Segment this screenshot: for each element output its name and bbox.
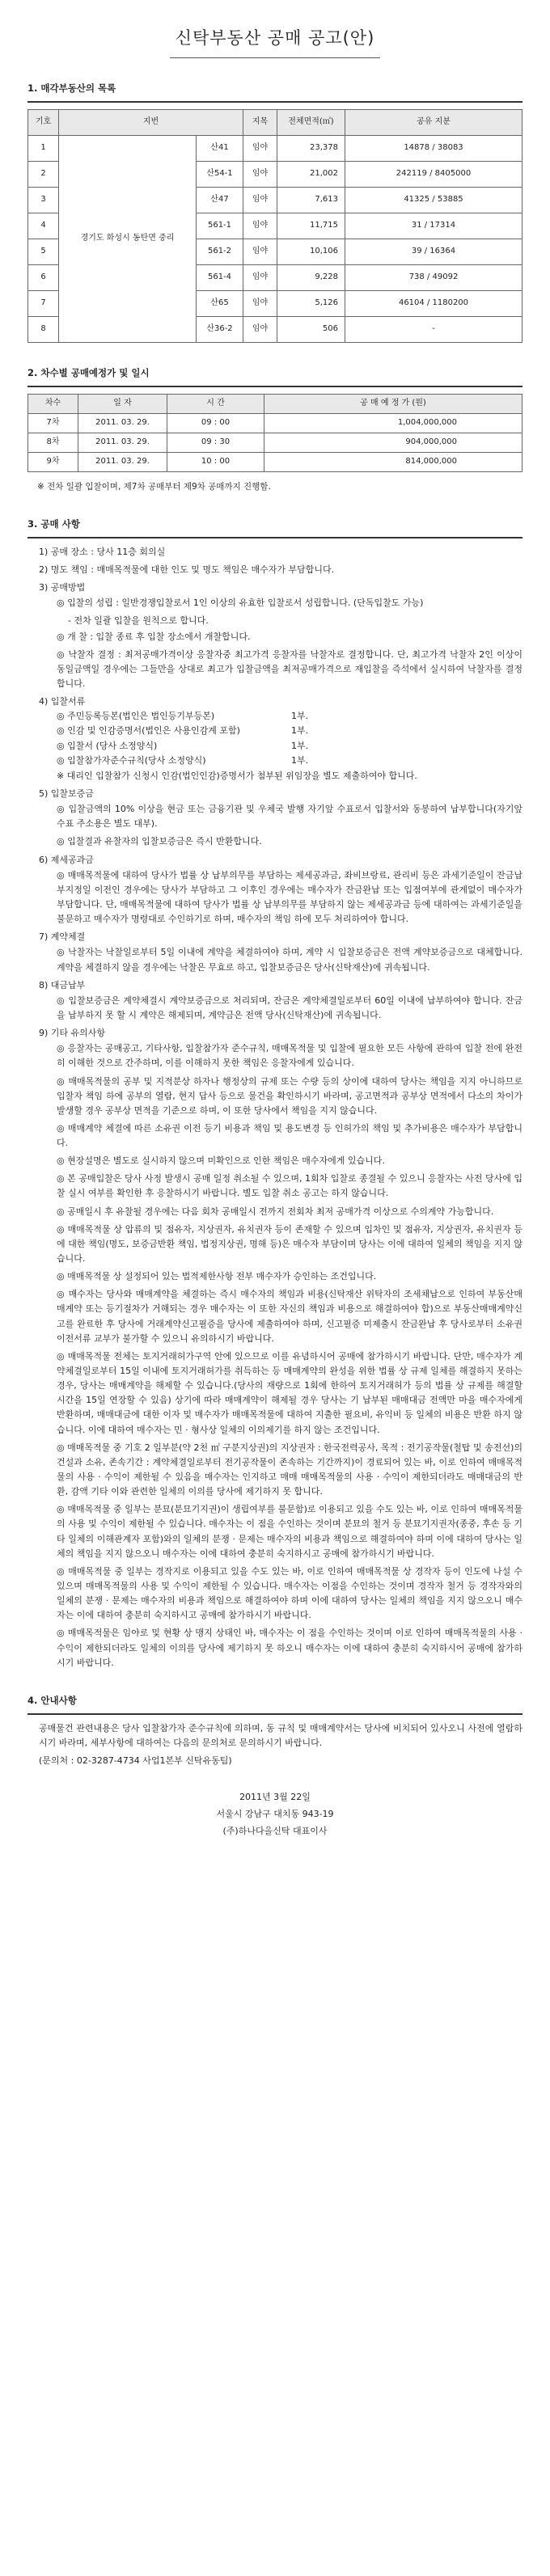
cell-round: 9차 (28, 452, 78, 471)
header-area: 전체면적(㎡) (277, 109, 345, 135)
cell-price: 1,004,000,000 (264, 413, 522, 433)
cell-share: 41325 / 53885 (345, 187, 522, 213)
deposit-rule: ◎ 입찰금액의 10% 이상을 현금 또는 금융기관 및 우체국 발행 자기앞 수표로서 입찰서와 동봉하여 납부합니다(자기앞수표 주소용은 별도 대부). (57, 804, 522, 830)
notice-item: ◎ 현장설명은 별도로 실시하지 않으며 미확인으로 인한 책임은 매수자에게 있습니다. (57, 1155, 385, 1167)
cell-address: 경기도 화성시 동탄면 중리 (59, 135, 197, 342)
property-header-row (28, 109, 522, 135)
cell-date: 2011. 03. 29. (78, 433, 167, 452)
section1-heading: 1. 매각부동산의 목록 (28, 82, 116, 94)
delivery-responsibility: 2) 명도 책임 : 매매목적물에 대한 인도 및 명도 책임은 매수자가 부담합니다. (39, 564, 335, 575)
cell-area: 5,126 (277, 290, 345, 316)
cell-lot: 561-1 (197, 213, 243, 239)
notice-item: ◎ 매매목적물 상 압류의 및 점유자, 지상권자, 유치권자 등이 존재할 수 있으며 입차인 및 점유자, 지상권자, 유치권자 등에 대한 책임(명도, 보증금반환 책임, 법정지상권, 명해 등)은 매수자 부담이며 당사는 이에 대하여 일체의 책임을 지지 않습니다. (57, 1223, 522, 1265)
header-time: 시 간 (167, 394, 264, 413)
notice-item: ◎ 매매목적물 상 설정되어 있는 법적제한사항 전부 매수자가 승인하는 조건입니다. (57, 1271, 377, 1282)
deposit-heading: 5) 입찰보증금 (39, 788, 94, 799)
contact-info: (문의처 : 02-3287-4734 사업1본부 신탁유동팀) (39, 1755, 232, 1767)
cell-share: 242119 / 8405000 (345, 161, 522, 187)
header-price: 공 매 예 정 가 (원) (264, 394, 522, 413)
notice-item: ◎ 매매목적물은 임야로 및 현황 상 맹지 상태인 바, 매수자는 이 점을 수인하는 것이며 이로 인하여 매매목적물의 사용 · 수익이 제한되더라도 일체의 이의를 당사에 제기하지 못 하오니 매수자는 이에 대하여 충분히 숙지하시어 공매에 참가하시기 바랍니다. (57, 1628, 522, 1668)
cell-land: 임야 (243, 135, 277, 161)
cell-area: 506 (277, 316, 345, 342)
contract-rule: ◎ 낙찰자는 낙찰일로부터 5일 이내에 계약을 체결하여야 하며, 계약 시 입찰보증금은 전액 계약보증금으로 대체합니다. 계약을 체결하지 않을 경우에는 낙찰은 무효로 하고, 입찰보증금은 당사(신탁재산)에 귀속됩니다. (57, 947, 522, 973)
taxes-rule: ◎ 매매목적물에 대하여 당사가 법률 상 납부의무를 부담하는 제세공과금, 좌비브랑료, 관리비 등은 과세기준일이 잔금납부지정일 이전인 경우에는 당사가 부담하고 그 이후인 경우에는 매수자가 잔금완납 또는 입점여부에 관계없이 매수자가 부담합니다. 단, 매매목적물에 대하여 당사가 법률 상 납부의무를 부담하지 않는 제세공과금 등에 대하여는 과세기준일을 불문하고 매수자가 명령대로 수인하기로 하며, 매수자의 책임 하에 모두 처리하여야 합니다. (57, 869, 522, 925)
cell-land: 임야 (243, 290, 277, 316)
cell-round: 8차 (28, 433, 78, 452)
section3-rule (28, 537, 522, 538)
cell-time: 10 : 00 (167, 452, 264, 471)
header-land: 지목 (243, 109, 277, 135)
cell-land: 임야 (243, 187, 277, 213)
document-qty: 1부. (291, 725, 309, 737)
cell-land: 임야 (243, 239, 277, 264)
auction-place: 1) 공매 장소 : 당사 11층 회의실 (39, 546, 166, 557)
section4-heading: 4. 안내사항 (28, 1694, 77, 1706)
cell-time: 09 : 30 (167, 433, 264, 452)
cell-date: 2011. 03. 29. (78, 452, 167, 471)
notice-item: ◎ 매매목적물 전체는 토지거래허가구역 안에 있으므로 이를 유념하시어 공매에 참가하시기 바랍니다. 단만, 매수자가 계약체결일로부터 15일 이내에 토지거래허가를 취득하는 등 매매계약의 완성을 위한 법률 상 규제 일체를 해결하지 못하는 경우, 당사는 매매계약을 해제할 수 있습니다.(당사의 재량으로 1회에 한하여 토지거래허가 등의 법률 상 규제를 해결할 시간을 15일 연장할 수 있음) 상기에 따라 매매계약이 해제될 경우 당사는 기 납부된 매매대금 전액만 마을 매수자에게 반환하며, 매매대금에 대한 이자 및 매수자가 매매목적물에 대하여 지출한 필요비, 유익비 등 일체의 비용은 반환 하지 않습니다. 이에 대하여 매수자는 민 · 형사상 일체의 이의제기를 하지 않는 조건입니다. (57, 1350, 522, 1435)
winner-decision: ◎ 낙찰자 결정 : 최저공매가격이상 응찰자중 최고가격 응찰자를 낙찰자로 결정합니다. 단, 최고가격 낙찰자 2인 이상이 동일금액일 경우에는 그들만을 상대로 최고가 입찰금액을 최저공매가격으로 재입찰을 즉석에서 실시하여 낙찰자를 결정합니다. (57, 648, 522, 689)
bid-document-item (57, 739, 522, 754)
schedule-header-row (28, 394, 522, 413)
cell-land: 임야 (243, 213, 277, 239)
bid-documents-heading: 4) 입찰서류 (39, 696, 86, 707)
cell-share: 39 / 16364 (345, 239, 522, 264)
cell-area: 11,715 (277, 213, 345, 239)
cell-no: 6 (28, 264, 59, 290)
notice-item: ◎ 매매목적물의 공부 및 지적분상 하자나 행정상의 규제 또는 수량 등의 상이에 대하여 당사는 책임을 지지 아니하므로 입찰자 책임 하에 공부의 열람, 현지 답사 등으로 물건을 확인하시기 바라며, 공고면적과 공부상 면적에서 다소의 차이가 발생할 경우 공부상 면적을 기준으로 하며, 이 또한 당사에서 책임을 지지 않습니다. (57, 1075, 522, 1116)
document-name: ◎ 인감 및 인감증명서(법인은 사용인감계 포함) (57, 725, 240, 737)
header-round: 차수 (28, 394, 78, 413)
table-row (28, 433, 522, 452)
cell-area: 9,228 (277, 264, 345, 290)
bid-document-item (57, 754, 522, 768)
cell-share: 738 / 49092 (345, 264, 522, 290)
document-name: ◎ 주민등록등본(법인은 법인등기부등본) (57, 711, 215, 722)
header-lot: 지번 (59, 109, 243, 135)
cell-price: 814,000,000 (264, 452, 522, 471)
cell-land: 임야 (243, 316, 277, 342)
document-name: ◎ 입찰서 (당사 소정양식) (57, 740, 158, 751)
notice-item: ◎ 매매목적물 중 기호 2 일부분(약 2천 ㎡ 구분지상권)의 지상권자 : 한국전력공사, 목적 : 전기공작물(철탑 및 송전선)의 건설과 소유, 존속기간 : 계약체결일로부터 전기공작물이 존속하는 기간까지)이 경료되어 있는 바, 이로 인하여 매매목적물의 사용 · 수익이 제한될 수 있음을 매수자는 인지하고 매매 매매목적물의 사용 · 수익이 제한되더라도 매매대금의 반환, 감액 기타 이와 관련한 일체의 이의를 당사에 제기하지 못 합니다. (57, 1442, 522, 1497)
document-name: ◎ 입찰참가자준수규칙(당사 소정양식) (57, 754, 206, 766)
bid-opening: ◎ 개 찰 : 입찰 종료 후 입찰 장소에서 개찰합니다. (57, 631, 251, 642)
cell-lot: 산54-1 (197, 161, 243, 187)
cell-lot: 561-4 (197, 264, 243, 290)
deposit-return: ◎ 입찰결과 유찰자의 입찰보증금은 즉시 반환합니다. (57, 836, 262, 847)
table-row (28, 452, 522, 471)
schedule-table (28, 394, 522, 472)
taxes-heading: 6) 제세공과금 (39, 854, 94, 865)
cell-lot: 산65 (197, 290, 243, 316)
cell-area: 10,106 (277, 239, 345, 264)
footer (28, 1789, 522, 1840)
cell-lot: 산41 (197, 135, 243, 161)
header-date: 일 자 (78, 394, 167, 413)
cell-no: 7 (28, 290, 59, 316)
cell-area: 21,002 (277, 161, 345, 187)
section2-heading: 2. 차수별 공매예정가 및 일시 (28, 366, 150, 378)
document-qty: 1부. (291, 711, 309, 722)
notice-item: ◎ 매매목적물 중 일부는 경작지로 이용되고 있을 수도 있는 바, 이로 인하여 매매목적물 상 경작자 등이 인도에 나설 수 있으며 매매목적물의 사용 및 수익이 제한될 수 있습니다. 매수자는 이점을 수인하는 것이며 경작자 철거 등 경작자와의 일체의 분쟁 · 문제는 매수자의 비용과 책임으로 해결하여야 하며 이에 대하여 당사는 일체의 책임을 지지 않으오니 매수자는 이에 대하여 충분히 숙지하시고 공매에 참가하시기 바랍니다. (57, 1565, 522, 1621)
page-title: 신탁부동산 공매 공고(안) (170, 24, 380, 58)
section1-rule (28, 101, 522, 103)
cell-no: 8 (28, 316, 59, 342)
cell-no: 1 (28, 135, 59, 161)
notice-item: ◎ 응찰자는 공매공고, 기타사항, 입찰참가자 준수규칙, 매매목적물 및 입찰에 필요한 모든 사항에 관하여 입찰 전에 완전히 이해한 것으로 간주하며, 이를 이해하지 못한 책임은 응찰자에게 있습니다. (57, 1043, 522, 1069)
cell-lot: 산47 (197, 187, 243, 213)
bulk-bid-rule: - 전차 일괄 입찰을 원칙으로 합니다. (68, 615, 209, 627)
property-table (28, 109, 522, 343)
footer-date: 2011년 3월 22일 (239, 1792, 311, 1803)
section4-rule (28, 1713, 522, 1715)
bid-document-item (57, 724, 522, 738)
cell-land: 임야 (243, 161, 277, 187)
cell-no: 3 (28, 187, 59, 213)
proxy-note: ※ 대리인 입찰참가 신청시 인감(법인인감)증명서가 첨부된 위임장을 별도 제출하여야 합니다. (57, 770, 417, 781)
schedule-note: ※ 전차 일괄 입찰이며, 제7차 공매부터 제9차 공매까지 진행함. (37, 481, 271, 492)
cell-no: 5 (28, 239, 59, 264)
footer-company: (주)하나다올신탁 대표이사 (222, 1826, 328, 1837)
payment-heading: 8) 대금납부 (39, 979, 86, 990)
cell-share: 14878 / 38083 (345, 135, 522, 161)
cell-round: 7차 (28, 413, 78, 433)
cell-lot: 산36-2 (197, 316, 243, 342)
header-no: 기호 (28, 109, 59, 135)
table-row (28, 135, 522, 161)
notice-item: ◎ 매매계약 체결에 따른 소유권 이전 등기 비용과 책임 및 용도변경 등 인허가의 책임 및 추가비용은 매수자가 부담합니다. (57, 1122, 522, 1149)
table-row (28, 413, 522, 433)
notice-item: ◎ 매수자는 당사와 매매계약을 체결하는 즉시 매수자의 책임과 비용(신탁재산 위탁자의 조세채납으로 인하여 부동산매매계약 또는 등기절차가 거해되는 경우 매수자는 이 또한 자신의 책임과 비용으로 해결하여야 합)으로 부동산매매계약신고를 완료한 후 당사에 거래계약신고필증을 당사에 제출하여야 하며, 신고필증 미제출시 잔금완납 후 당사로부터 소유권이전서류 교부가 불가할 수 있으니 유의하시기 바랍니다. (57, 1289, 522, 1344)
section2-rule (28, 386, 522, 387)
footer-address: 서울시 강남구 대치동 943-19 (216, 1809, 334, 1820)
cell-no: 2 (28, 161, 59, 187)
notice-item: ◎ 공매일시 후 유찰될 경우에는 다음 회차 공매일시 전까지 전회차 최저 공매가격 이상으로 수의계약 가능합니다. (57, 1206, 494, 1217)
auction-method-heading: 3) 공매방법 (39, 582, 86, 593)
contract-heading: 7) 계약체결 (39, 931, 86, 943)
notes-heading: 9) 기타 유의사항 (39, 1028, 106, 1039)
bid-establishment: ◎ 입찰의 성립 : 일반경쟁입찰로서 1인 이상의 유효한 입찰로서 성립합니다. (단독입찰도 가능) (57, 598, 424, 609)
bid-document-item (57, 709, 522, 724)
cell-lot: 561-2 (197, 239, 243, 264)
section3-heading: 3. 공매 사항 (28, 517, 80, 530)
document-qty: 1부. (291, 754, 309, 766)
payment-rule: ◎ 입찰보증금은 계약체결시 계약보증금으로 처리되며, 잔금은 계약체결일로부터 60일 이내에 납부하여야 합니다. 잔금을 납부하지 못 할 시 계약은 해제되며, 계약금은 전액 당사(신탁재산)에 귀속됩니다. (57, 995, 522, 1020)
document-qty: 1부. (291, 740, 309, 751)
property-rows (28, 135, 522, 342)
header-share: 공유 지분 (345, 109, 522, 135)
guidance-body: 공매물건 관련내용은 당사 입찰참가자 준수규칙에 의하며, 동 규칙 및 매매계약서는 당사에 비치되어 있사오니 사전에 열람하시기 바라며, 세부사항에 대하여는 다음의 문의처로 문의하시기 바랍니다. (39, 1722, 522, 1748)
cell-no: 4 (28, 213, 59, 239)
cell-date: 2011. 03. 29. (78, 413, 167, 433)
cell-area: 23,378 (277, 135, 345, 161)
notice-item: ◎ 매매목적물 중 일부는 분묘(분묘기지권)이 생립여부를 불문함)로 이용되고 있을 수도 있는 바, 이로 인하여 매매목적물의 사용 및 수익이 제한될 수 있습니다. 매수자는 이 점을 수인하는 것이며 분묘의 철거 등 분묘기지권자(종중, 후손 등 기타 일체의 이해관계자 포함)와의 일체의 분쟁 · 문제는 매수자의 비용과 책임으로 해결하여야 하며 이에 대하여 당사는 일체의 책임을 지지 않으오니 매수자는 이에 대하여 충분히 숙지하시고 공매에 참가하시기 바랍니다. (57, 1504, 522, 1559)
cell-share: 46104 / 1180200 (345, 290, 522, 316)
cell-land: 임야 (243, 264, 277, 290)
cell-price: 904,000,000 (264, 433, 522, 452)
cell-share: - (345, 316, 522, 342)
cell-area: 7,613 (277, 187, 345, 213)
cell-time: 09 : 00 (167, 413, 264, 433)
cell-share: 31 / 17314 (345, 213, 522, 239)
notice-item: ◎ 본 공매입찰은 당사 사정 발생시 공매 일정 취소될 수 있으며, 1회차 입찰로 종결될 수 있으니 응찰자는 사전 당사에 입찰 실시 여부를 확인한 후 응찰하시기 바랍니다. 별도 입찰 취소 공고는 하지 않습니다. (57, 1173, 522, 1199)
